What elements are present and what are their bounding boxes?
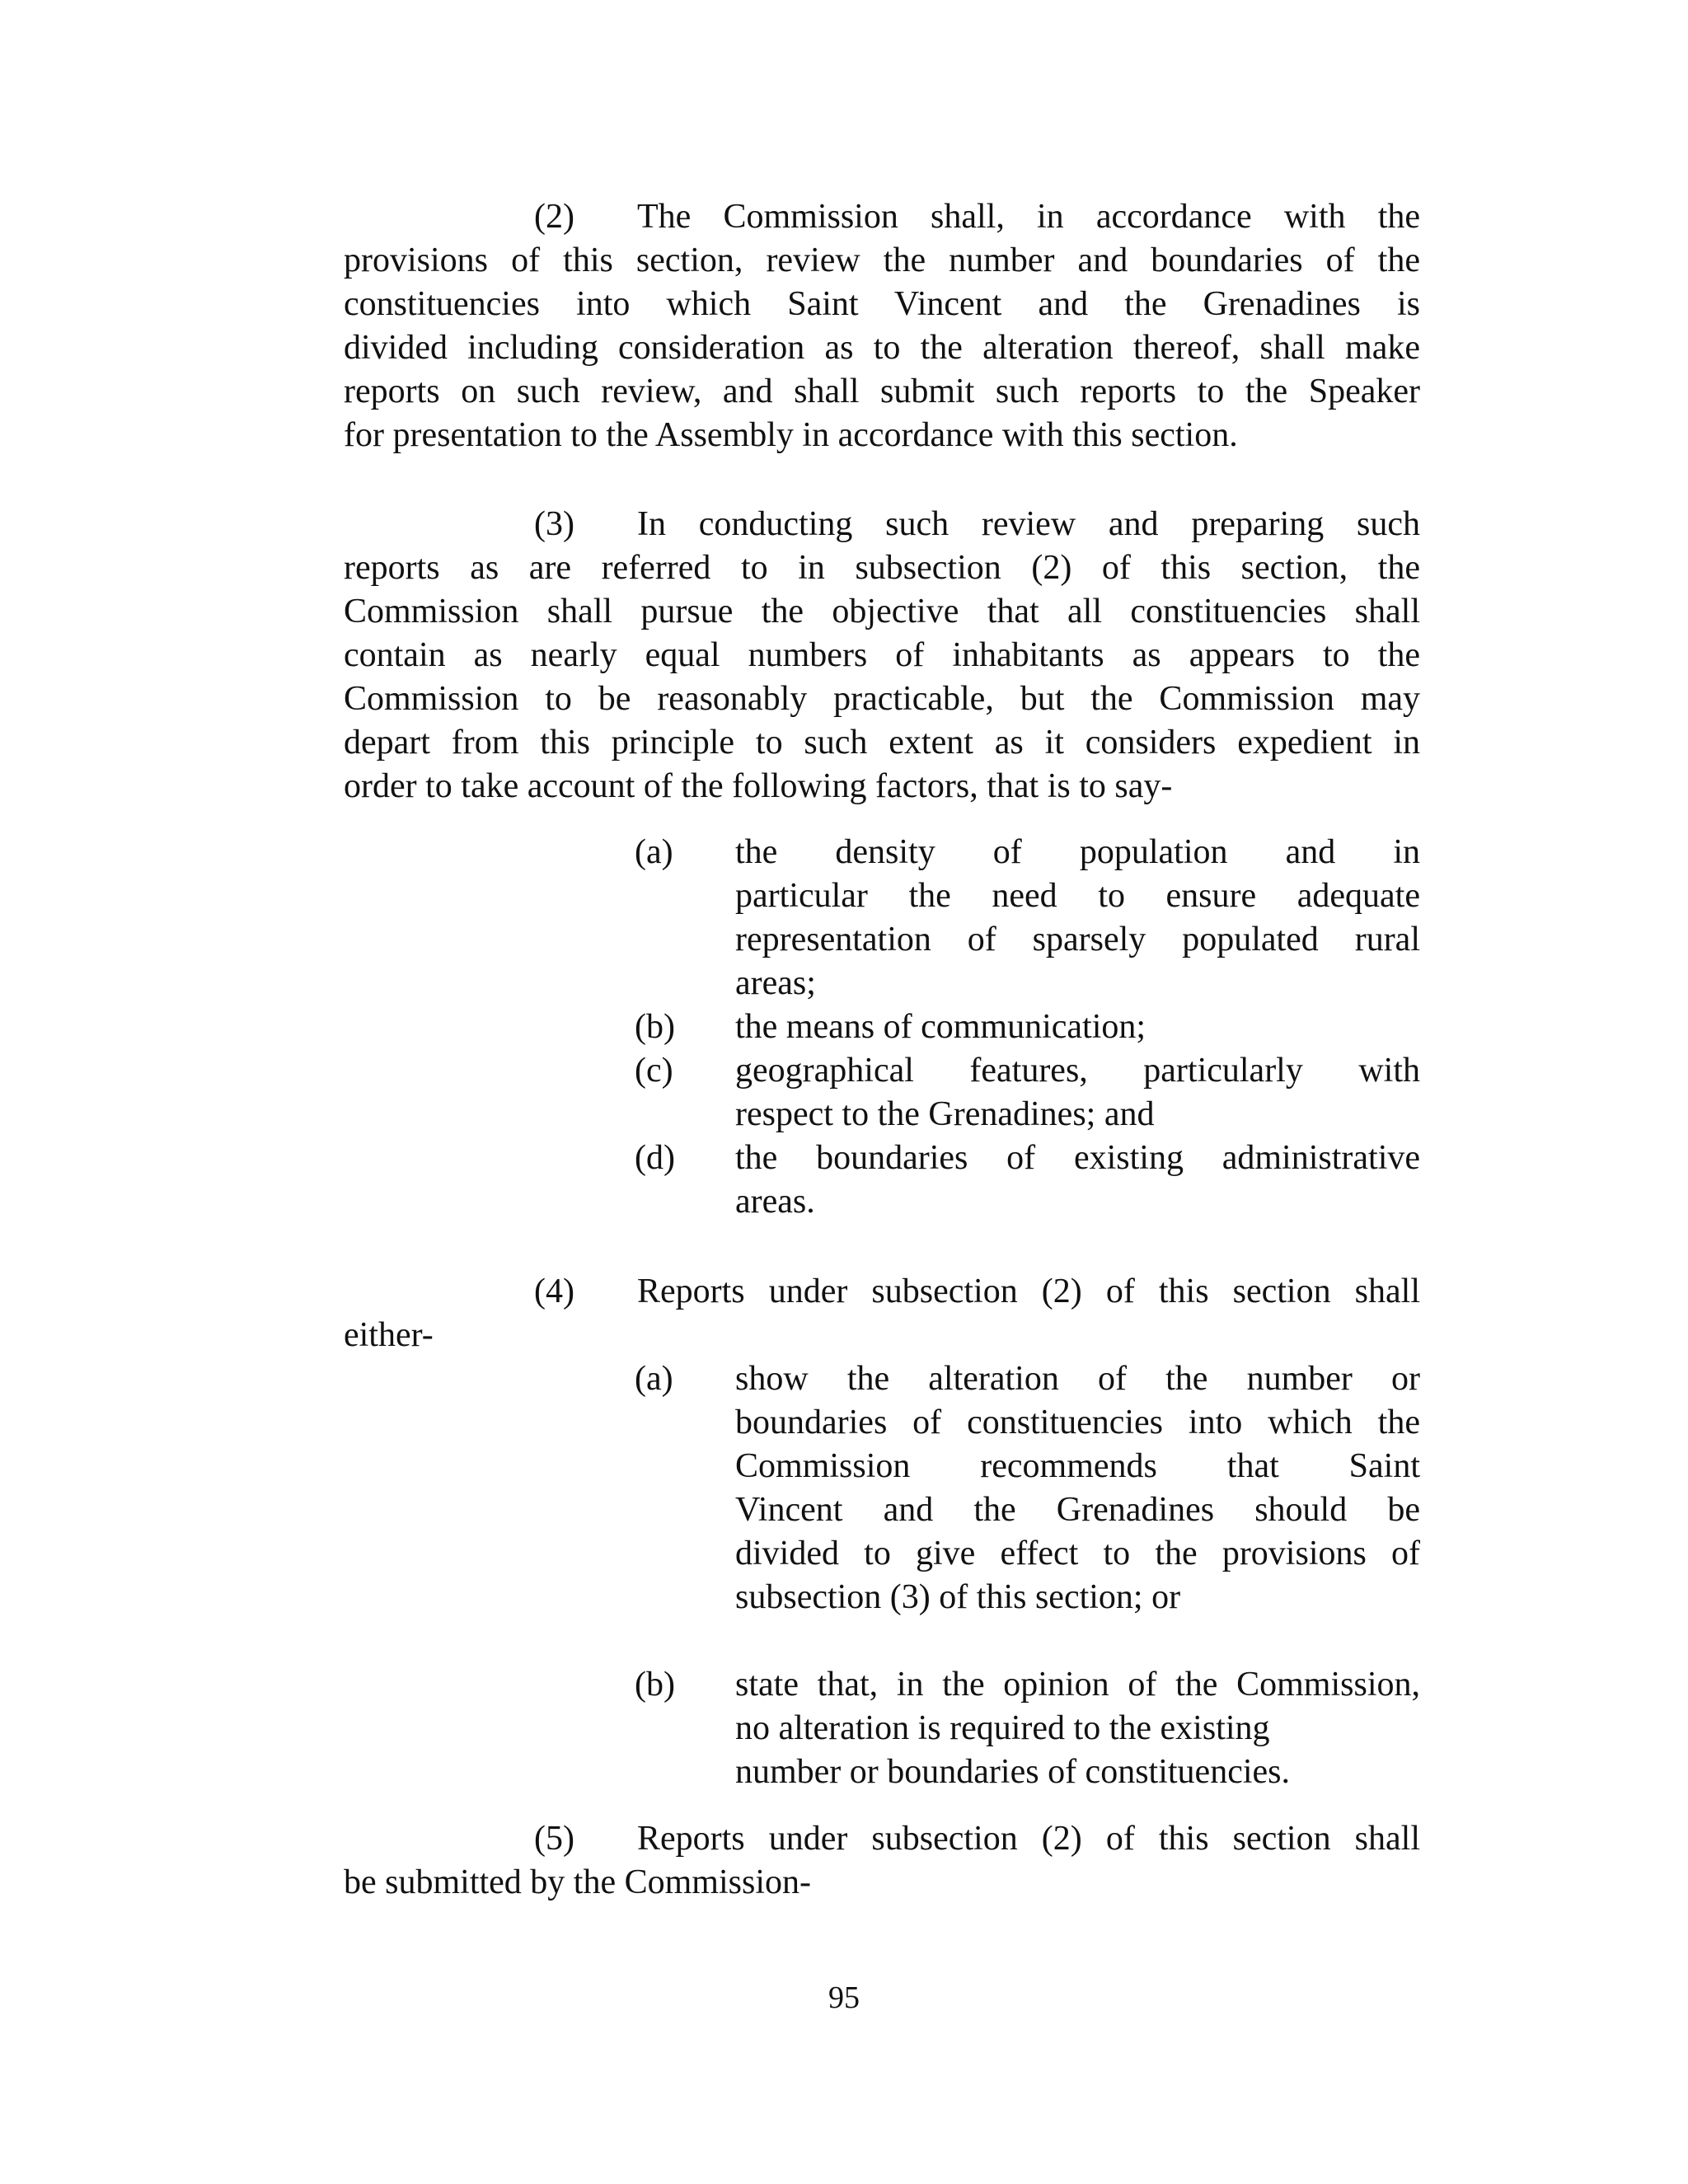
item-line: respect to the Grenadines; and [735, 1095, 1155, 1133]
item-label-c: (c) [635, 1052, 673, 1090]
item-line: state that, in the opinion of the Commission, [735, 1666, 1420, 1704]
item-line: number or boundaries of constituencies. [735, 1753, 1290, 1791]
item-line: areas. [735, 1183, 815, 1221]
item-line: areas; [735, 964, 816, 1002]
subsection-number: (3) [534, 505, 574, 543]
paragraph-line: provisions of this section, review the number and boundaries of the [344, 241, 1420, 279]
item-line: Commission recommends that Saint [735, 1447, 1420, 1485]
paragraph-line: Commission shall pursue the objective that all constituencies shall [344, 593, 1420, 630]
page-number: 95 [828, 1980, 860, 2015]
item-line: the boundaries of existing administrative [735, 1139, 1420, 1177]
paragraph-line: be submitted by the Commission- [344, 1863, 811, 1901]
paragraph-line: Reports under subsection (2) of this section shall [637, 1272, 1420, 1310]
paragraph-line: for presentation to the Assembly in accordance with this section. [344, 416, 1238, 454]
paragraph-line: reports as are referred to in subsection (2) of this section, the [344, 549, 1420, 587]
paragraph-line: order to take account of the following factors, that is to say- [344, 767, 1173, 805]
item-line: the density of population and in [735, 833, 1420, 871]
subsection-number: (2) [534, 198, 574, 236]
item-line: particular the need to ensure adequate [735, 877, 1420, 915]
item-line: Vincent and the Grenadines should be [735, 1491, 1420, 1529]
subsection-number: (5) [534, 1820, 574, 1858]
item-line: geographical features, particularly with [735, 1052, 1420, 1090]
paragraph-line: Commission to be reasonably practicable, but the Commission may [344, 680, 1420, 718]
item-label-a: (a) [635, 833, 673, 871]
item-line: divided to give effect to the provisions of [735, 1535, 1420, 1572]
item-label-a: (a) [635, 1360, 673, 1398]
paragraph-line: contain as nearly equal numbers of inhabitants as appears to the [344, 636, 1420, 674]
item-label-d: (d) [635, 1139, 675, 1177]
paragraph-line: divided including consideration as to the alteration thereof, shall make [344, 329, 1420, 367]
paragraph-line: constituencies into which Saint Vincent and the Grenadines is [344, 285, 1420, 323]
item-line: representation of sparsely populated rural [735, 921, 1420, 958]
paragraph-line: reports on such review, and shall submit such reports to the Speaker [344, 373, 1420, 410]
subsection-number: (4) [534, 1272, 574, 1310]
item-label-b: (b) [635, 1666, 675, 1704]
item-label-b: (b) [635, 1008, 675, 1046]
paragraph-line: The Commission shall, in accordance with the [637, 198, 1420, 236]
item-line: boundaries of constituencies into which the [735, 1404, 1420, 1441]
item-line: the means of communication; [735, 1008, 1146, 1046]
paragraph-line: Reports under subsection (2) of this section shall [637, 1820, 1420, 1858]
paragraph-line: either- [344, 1316, 434, 1354]
paragraph-line: depart from this principle to such extent as it considers expedient in [344, 724, 1420, 762]
paragraph-line: In conducting such review and preparing such [637, 505, 1420, 543]
item-line: no alteration is required to the existing [735, 1709, 1270, 1747]
item-line: subsection (3) of this section; or [735, 1578, 1181, 1616]
item-line: show the alteration of the number or [735, 1360, 1420, 1398]
